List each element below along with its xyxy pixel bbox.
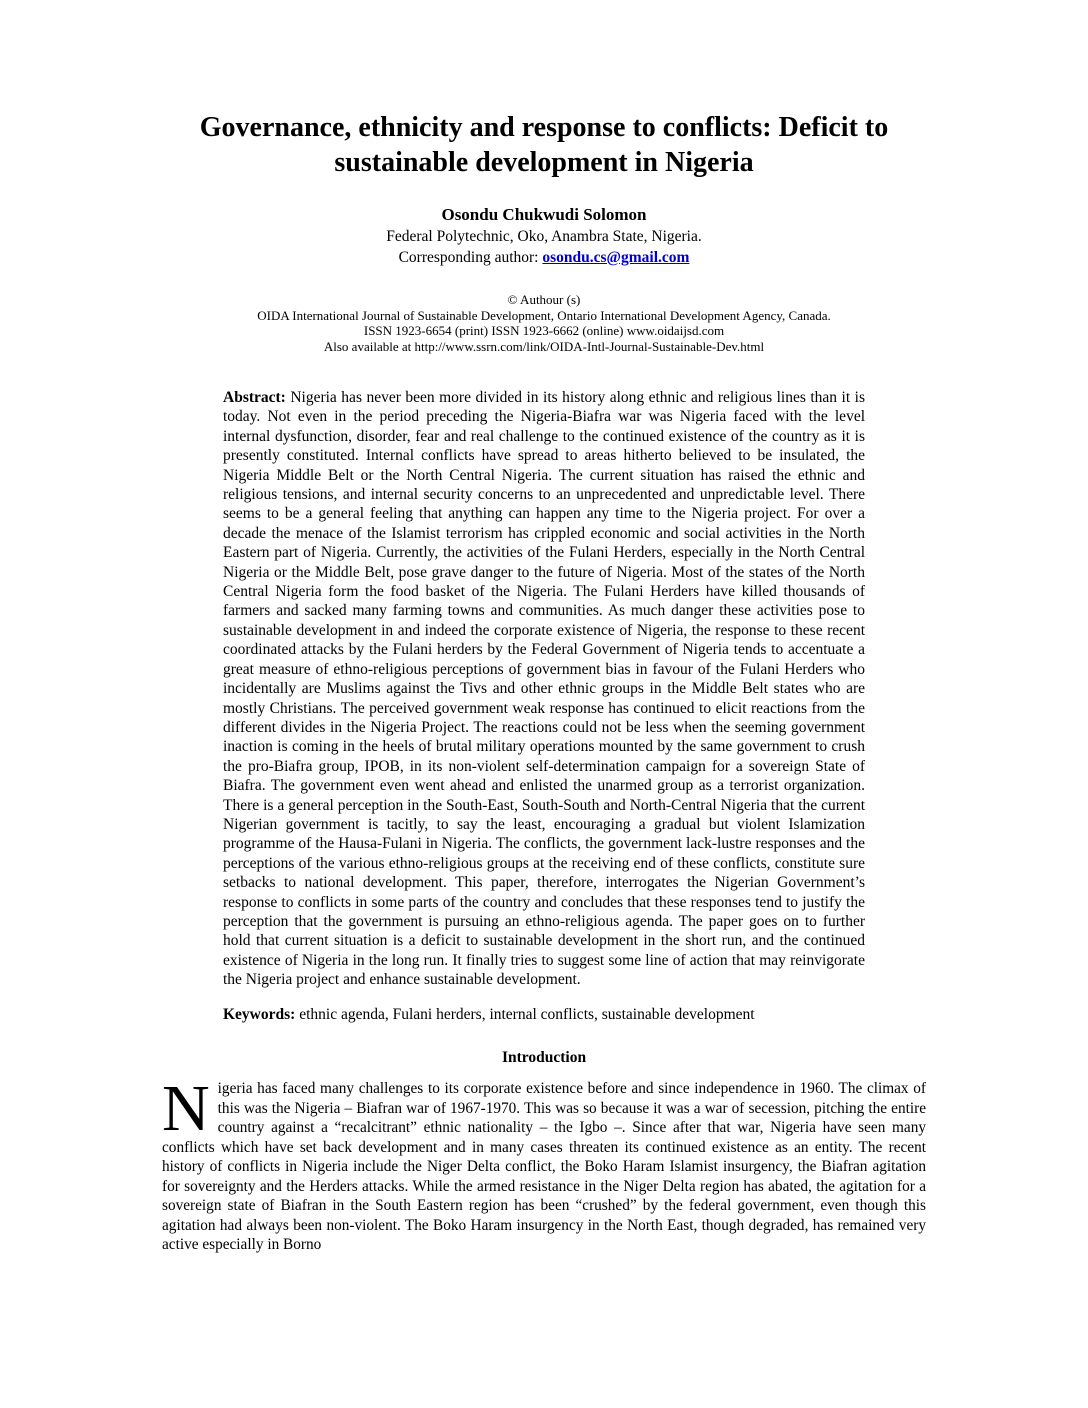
keywords-text: ethnic agenda, Fulani herders, internal conflicts, sustainable development: [295, 1005, 755, 1023]
drop-cap-letter: N: [162, 1072, 210, 1145]
corresponding-author-label: Corresponding author:: [398, 249, 543, 266]
abstract-paragraph: [223, 388, 865, 990]
abstract-text: Nigeria has never been more divided in its history along ethnic and religious lines than it is today. Not even in the period preceding the Nigeria-Biafra war was Nigeria faced with the level internal dysfunction, disorder, fear and real challenge to the continued existence of the country as it is presently constituted. Internal conflicts have spread to areas hitherto believed to be insulated, the Nigeria Middle Belt or the North Central Nigeria. The current situation has raised the ethnic and religious tensions, and internal security concerns to an unprecedented and unpredictable level. There seems to be a general feeling that anything can happen any time to the Nigeria project. For over a decade the menace of the Islamist terrorism has crippled economic and social activities in the North Eastern part of Nigeria. Currently, the activities of the Fulani Herders, especially in the North Central Nigeria or the Middle Belt, pose grave danger to the future of Nigeria. Most of the states of the North Central Nigeria form the food basket of the Nigeria. The Fulani Herders have killed thousands of farmers and sacked many farming towns and communities. As much danger these activities pose to sustainable development in and indeed the corporate existence of Nigeria, the response to these recent coordinated attacks by the Fulani herders by the Federal Government of Nigeria tends to accentuate a great measure of ethno-religious perceptions of government bias in favour of the Fulani Herders who incidentally are Muslims against the Tivs and other ethnic groups in the Middle Belt states who are mostly Christians. The perceived government weak response has continued to elicit reactions from the different divides in the Nigeria Project. The reactions could not be less when the seeming government inaction is coming in the heels of brutal military operations mounted by the same government to crush the pro-Biafra group, IPOB, in its non-violent self-determination campaign for a sovereign State of Biafra. The government even went ahead and enlisted the unarmed group as a terrorist organization. There is a general perception in the South-East, South-South and North-Central Nigeria that the current Nigerian government is tacitly, to say the least, encouraging a gradual but violent Islamization programme of the Hausa-Fulani in Nigeria. The conflicts, the government lack-lustre responses and the perceptions of the various ethno-religious groups at the receiving end of these conflicts, constitute sure setbacks to national development. This paper, therefore, interrogates the Nigerian Government’s response to conflicts in some parts of the country and concludes that these responses tend to justify the perception that the government is pursuing an ethno-religious agenda. The paper goes on to further hold that current situation is a deficit to sustainable development in the short run, and the continued existence of Nigeria in the long run. It finally tries to suggest some line of action that may reinvigorate the Nigeria project and enhance sustainable development.: [223, 389, 865, 989]
author-name: Osondu Chukwudi Solomon: [441, 205, 647, 224]
author-affiliation: Federal Polytechnic, Oko, Anambra State, Nigeria.: [386, 228, 702, 245]
introduction-paragraph: [162, 1072, 926, 1255]
corresponding-author-line: [0, 247, 1088, 268]
copyright-line-issn: ISSN 1923-6654 (print) ISSN 1923-6662 (online) www.oidaijsd.com: [363, 323, 725, 338]
introduction-heading: Introduction: [501, 1049, 587, 1066]
copyright-line-author: © Authour (s): [507, 292, 581, 307]
abstract-label: Abstract:: [223, 389, 286, 406]
paper-title: Governance, ethnicity and response to conflicts: Deficit to sustainable development in Nigeria: [199, 112, 889, 178]
introduction-text: igeria has faced many challenges to its corporate existence before and since independence in 1960. The climax of this was the Nigeria – Biafran war of 1967-1970. This was so because it was a war of secession, pitching the entire country against a “recalcitrant” ethnic nationality – the Igbo –. Since after that war, Nigeria have seen many conflicts which have set back development and in many cases threaten its continued existence as an entity. The recent history of conflicts in Nigeria include the Niger Delta conflict, the Boko Haram Islamist insurgency, the Biafran agitation for sovereignty and the Herders attacks. While the armed resistance in the Niger Delta region has abated, the agitation for a sovereign state of Biafran in the South Eastern region has been “crushed” by the federal government, even though this agitation had always been non-violent. The Boko Haram insurgency in the North East, though degraded, has remained very active especially in Borno: [162, 1080, 926, 1253]
keywords-label: Keywords:: [223, 1005, 296, 1023]
email-link[interactable]: osondu.cs@gmail.com: [542, 249, 690, 266]
keywords-line: [223, 1005, 865, 1024]
copyright-line-journal: OIDA International Journal of Sustainable Development, Ontario International Development Agency, Canada.: [257, 307, 831, 323]
copyright-line-ssrn: Also available at http://www.ssrn.com/link/OIDA-Intl-Journal-Sustainable-Dev.html: [323, 338, 765, 354]
copyright-block: [0, 292, 1088, 354]
author-block: [0, 204, 1088, 268]
